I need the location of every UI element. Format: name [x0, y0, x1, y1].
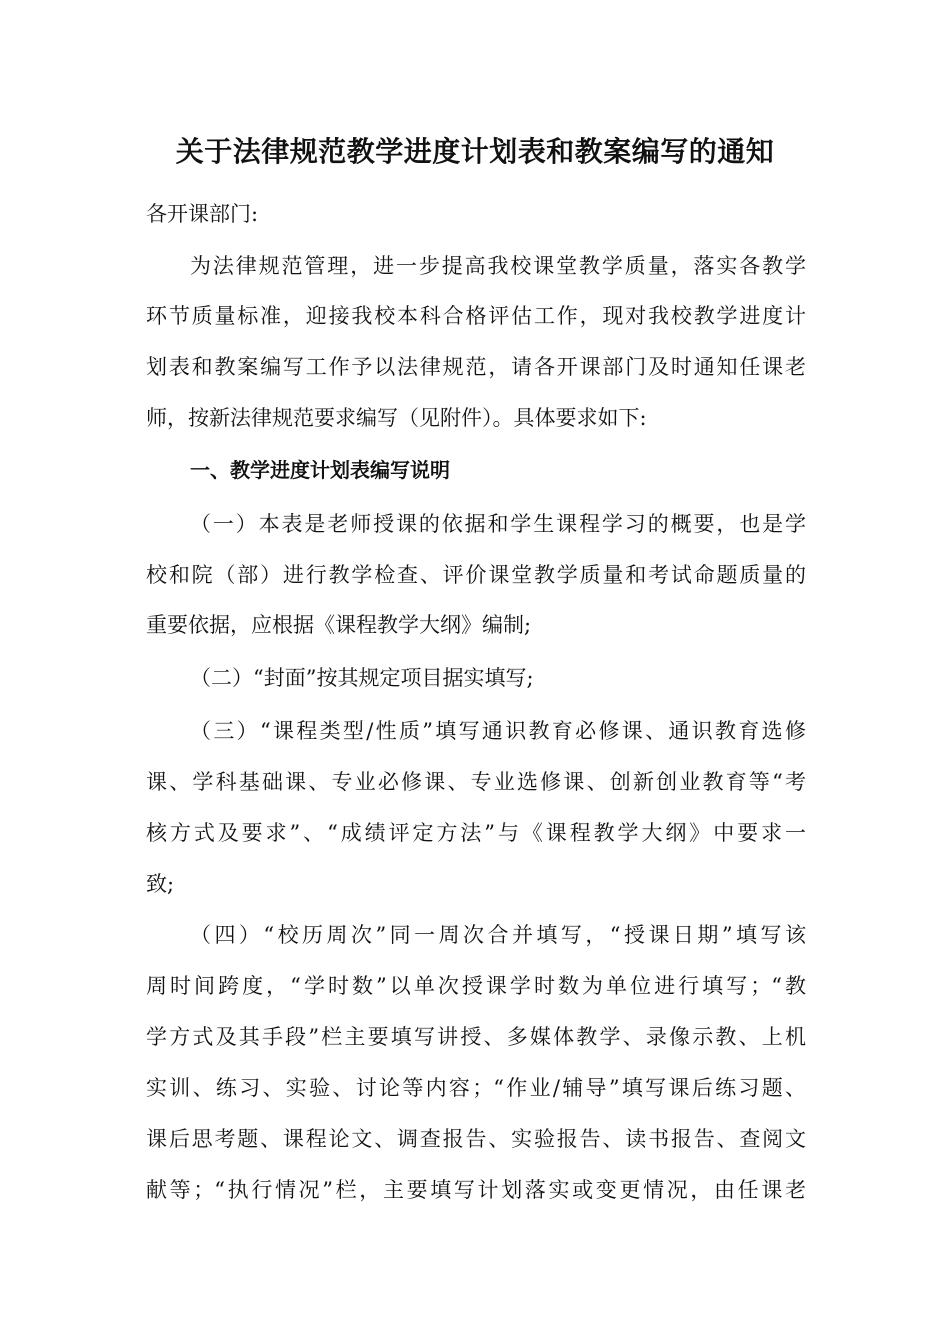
paragraph-line: 重要依据，应根据《课程教学大纲》编制;: [146, 613, 532, 637]
paragraph-line: 致;: [146, 872, 175, 896]
paragraph-line: （一）本表是老师授课的依据和学生课程学习的概要，也是学: [190, 512, 806, 536]
salutation: 各开课部门:: [146, 202, 259, 226]
paragraph-line: 校和院（部）进行教学检查、评价课堂教学质量和考试命题质量的: [146, 563, 806, 587]
paragraph-line: （三）“课程类型/性质”填写通识教育必修课、通识教育选修: [190, 719, 806, 743]
section-heading: 一、教学进度计划表编写说明: [190, 458, 450, 482]
document-title: 关于法律规范教学进度计划表和教案编写的通知: [175, 135, 775, 168]
paragraph-line: （二）“封面”按其规定项目据实填写;: [190, 666, 534, 690]
paragraph-line: 划表和教案编写工作予以法律规范，请各开课部门及时通知任课老: [146, 355, 806, 379]
paragraph-line: 师，按新法律规范要求编写（见附件）。具体要求如下:: [146, 406, 647, 430]
paragraph-line: 核方式及要求”、“成绩评定方法”与《课程教学大纲》中要求一: [146, 821, 806, 845]
paragraph-line: （四）“校历周次”同一周次合并填写，“授课日期”填写该: [190, 923, 806, 947]
paragraph-line: 实训、练习、实验、讨论等内容；“作业/辅导”填写课后练习题、: [146, 1076, 806, 1100]
paragraph-line: 献等；“执行情况”栏，主要填写计划落实或变更情况，由任课老: [146, 1178, 806, 1202]
paragraph-line: 课、学科基础课、专业必修课、专业选修课、创新创业教育等“考: [146, 770, 806, 794]
paragraph-line: 为法律规范管理，进一步提高我校课堂教学质量，落实各教学: [190, 254, 806, 278]
paragraph-line: 课后思考题、课程论文、调查报告、实验报告、读书报告、查阅文: [146, 1127, 806, 1151]
paragraph-line: 环节质量标准，迎接我校本科合格评估工作，现对我校教学进度计: [146, 304, 806, 328]
paragraph-line: 学方式及其手段”栏主要填写讲授、多媒体教学、录像示教、上机: [146, 1025, 806, 1049]
paragraph-line: 周时间跨度，“学时数”以单次授课学时数为单位进行填写；“教: [146, 974, 806, 998]
